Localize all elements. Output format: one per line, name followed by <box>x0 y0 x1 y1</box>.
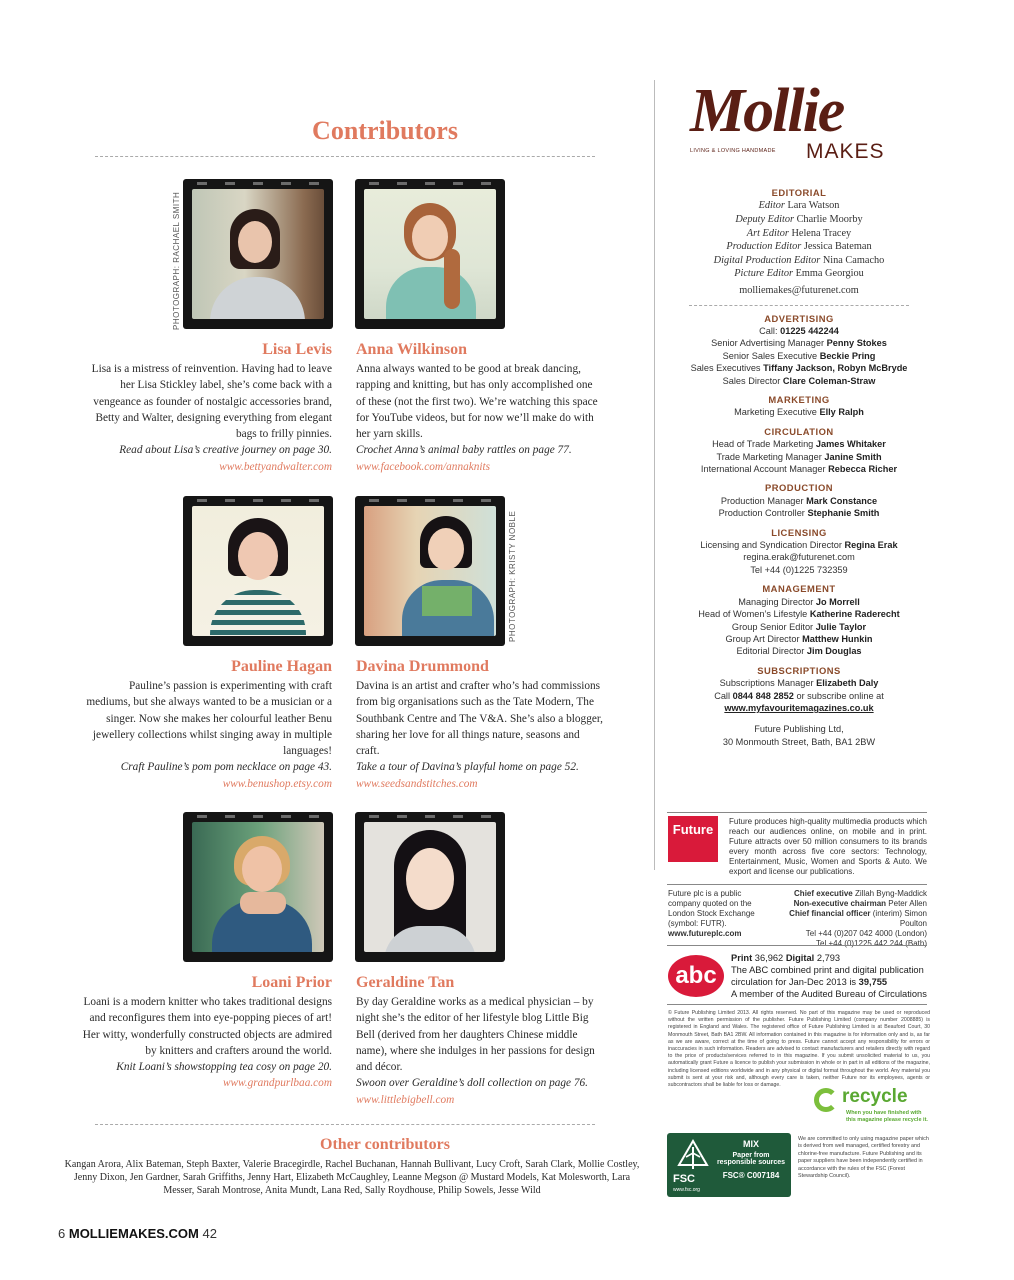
role: Senior Sales Executive <box>722 350 818 361</box>
bio-teaser: Craft Pauline’s pom pom necklace on page 43. <box>120 761 332 774</box>
abc-rule <box>667 1004 927 1005</box>
role: Production Controller <box>718 508 805 519</box>
subscriptions-link[interactable]: www.myfavouritemagazines.co.uk <box>724 702 874 713</box>
person: Regina Erak <box>844 540 898 551</box>
person: Charlie Moorby <box>796 214 863 225</box>
contributor-link[interactable]: www.littlebigbell.com <box>356 1093 455 1106</box>
contributor-link[interactable]: www.benushop.etsy.com <box>222 777 332 790</box>
person: Lara Watson <box>787 200 840 212</box>
recycle-word: recycle <box>842 1086 908 1107</box>
photo-anna-wilkinson <box>355 179 505 329</box>
role: Group Senior Editor <box>731 621 814 632</box>
person: James Whitaker <box>815 439 886 450</box>
other-divider <box>95 1124 595 1125</box>
label: Print <box>731 953 753 963</box>
officer-title: Chief financial officer <box>789 909 871 918</box>
role: Digital Production Editor <box>713 254 821 266</box>
photo-pauline-hagan <box>183 496 333 646</box>
officer-name: (interim) Simon Poulton <box>872 909 927 928</box>
person: Helena Tracey <box>791 227 852 239</box>
future-blurb: Future produces high-quality multimedia products which reach our audiences online, on mobile and in print. Future attracts over 50 million consumers to its brands every month across five core sectors: Technology, Entertainment, Music, Women and Sports & Auto. We export and license our publications. <box>729 817 927 876</box>
contributor-name: Davina Drummond <box>356 658 489 675</box>
person: Beckie Pring <box>819 350 876 361</box>
contributor-name: Geraldine Tan <box>356 974 455 991</box>
role: Deputy Editor <box>735 214 794 225</box>
role: Editorial Director <box>736 646 805 657</box>
fsc-code: FSC® C007184 <box>722 1171 780 1180</box>
officer-title: Chief executive <box>794 889 853 898</box>
person: Katherine Raderecht <box>809 609 900 620</box>
person: Tiffany Jackson, Robyn McBryde <box>763 363 908 374</box>
digital-count: 2,793 <box>816 953 841 963</box>
role: Production Manager <box>720 495 804 506</box>
licensing-heading: LICENSING <box>771 526 827 538</box>
future-rule-3 <box>667 945 927 946</box>
contributor-link[interactable]: www.facebook.com/annaknits <box>356 460 491 473</box>
bio-text: Loani is a modern knitter who takes traditional designs and reconfigures them into eye-popping pieces of art! Her witty, wonderfully constructed objects are admired by knitters and crafters around the world. <box>82 996 332 1057</box>
person: Jim Douglas <box>806 646 862 657</box>
fsc-tree-icon <box>675 1139 711 1171</box>
role: Subscriptions Manager <box>719 678 814 689</box>
abc-line-1: The ABC combined print and digital publication <box>731 965 924 975</box>
other-contributors-list: Kangan Arora, Alix Bateman, Steph Baxter, Valerie Bracegirdle, Rachel Buchanan, Hannah Bullivant, Lucy Croft, Sarah Clark, Mollie Costley, Jenny Dixon, Jen Gardner, Sarah Griffiths, Jenny Hart, Elizabeth McCaughley, Leanne Megson @ Mustard Models, Kat Molesworth, Lara Messer, Sarah Montrose, Anita Mundt, Lana Red, Sally Roydhouse, Philip Sowels, Jesse Wild <box>64 1159 640 1196</box>
bio-text: Pauline’s passion is experimenting with craft mediums, but she always wanted to be a musician or a singer. Now she makes her colourful leather Benu jewellery collections whilst singing away in multiple languages! <box>86 680 332 758</box>
abc-total: 39,755 <box>858 977 888 987</box>
role: Marketing Executive <box>734 407 817 418</box>
future-block-rule <box>667 812 927 813</box>
person: Elizabeth Daly <box>816 678 879 689</box>
role: Group Art Director <box>725 633 800 644</box>
fsc-brand: FSC <box>673 1173 695 1185</box>
recycle-line-1: When you have finished with <box>846 1110 922 1116</box>
officer-name: Zillah Byng-Maddick <box>854 889 927 898</box>
logo-makes: MAKES <box>806 140 885 163</box>
contributor-name: Loani Prior <box>251 974 332 991</box>
person: Nina Camacho <box>822 254 885 266</box>
print-count: 36,962 <box>754 953 784 963</box>
contributor-bio-pauline <box>82 678 332 792</box>
column-divider <box>654 80 655 870</box>
bio-teaser: Take a tour of Davina’s playful home on page 52. <box>356 761 579 774</box>
role: Senior Advertising Manager <box>711 338 825 349</box>
photo-credit-kristy-noble: PHOTOGRAPH: KRISTY NOBLE <box>508 510 517 642</box>
page-footer <box>58 1226 217 1241</box>
subscriptions-heading: SUBSCRIPTIONS <box>757 664 841 676</box>
bio-teaser: Crochet Anna’s animal baby rattles on page 77. <box>356 444 572 457</box>
role: Managing Director <box>738 596 814 607</box>
fsc-text-block <box>715 1139 787 1180</box>
licensing-email[interactable]: regina.erak@futurenet.com <box>743 552 855 563</box>
contributor-name: Pauline Hagan <box>231 658 332 675</box>
contributor-bio-loani <box>82 994 332 1092</box>
editorial-email[interactable]: molliemakes@futurenet.com <box>739 284 859 296</box>
bio-text: By day Geraldine works as a medical physician – by night she’s the editor of her lifestyle blog Little Big Bell (derived from her daughters Chinese middle name), where she indulges in her passions for design and décor. <box>356 996 595 1074</box>
tel-london: Tel +44 (0)207 042 4000 (London) <box>805 929 927 938</box>
contributor-name: Lisa Levis <box>262 341 332 358</box>
page-number-left: 6 <box>58 1226 66 1241</box>
logo-wordmark: Mollie <box>690 77 844 145</box>
masthead-divider <box>689 305 909 306</box>
tel-bath: Tel +44 (0)1225 442 244 (Bath) <box>816 939 927 948</box>
person: Mark Constance <box>806 495 878 506</box>
role: International Account Manager <box>700 464 826 475</box>
role: Head of Women’s Lifestyle <box>698 609 808 620</box>
contributor-bio-anna <box>356 361 604 475</box>
abc-logo: abc <box>668 955 724 997</box>
recycle-icon <box>814 1088 838 1112</box>
label: or subscribe online at <box>796 690 884 701</box>
person: Jessica Bateman <box>803 241 872 253</box>
officer-name: Peter Allen <box>888 899 927 908</box>
contributor-bio-geraldine <box>356 994 604 1108</box>
role: Sales Director <box>722 375 781 386</box>
production-heading: PRODUCTION <box>764 482 834 494</box>
recycle-text <box>846 1110 928 1124</box>
person: Janine Smith <box>824 451 882 462</box>
contributor-link[interactable]: www.bettyandwalter.com <box>219 460 332 473</box>
editorial-list <box>664 199 934 297</box>
bio-teaser: Read about Lisa’s creative journey on page 30. <box>119 444 332 457</box>
recycle-line-2: this magazine please recycle it. <box>846 1117 928 1123</box>
fsc-statement: We are committed to only using magazine paper which is derived from well managed, certified forestry and chlorine-free manufacture. Future Publishing and its paper suppliers have been independently certified in accordance with the rules of the FSC (Forest Stewardship Council). <box>798 1136 929 1180</box>
abc-text <box>731 952 931 1000</box>
role: Head of Trade Marketing <box>712 439 814 450</box>
page-number-right: 42 <box>202 1226 217 1241</box>
fsc-site: www.fsc.org <box>673 1187 700 1193</box>
licensing-tel: Tel +44 (0)1225 732359 <box>750 564 848 575</box>
person: Clare Coleman-Straw <box>782 375 876 386</box>
fsc-mix: MIX <box>742 1139 759 1149</box>
abc-line-3: A member of the Audited Bureau of Circulations <box>731 989 927 999</box>
person: Jo Morrell <box>815 596 860 607</box>
photo-geraldine-tan <box>355 812 505 962</box>
future-rule-2 <box>667 884 927 885</box>
logo-tagline: LIVING & LOVING HANDMADE <box>690 148 776 154</box>
mollie-makes-logo <box>690 76 920 171</box>
recycle-badge <box>812 1084 930 1130</box>
phone: 0844 848 2852 <box>732 690 794 701</box>
circulation-heading: CIRCULATION <box>764 425 834 437</box>
label: Digital <box>785 953 815 963</box>
abc-line-2: circulation for Jan-Dec 2013 is <box>731 977 857 987</box>
label: Call: <box>759 325 778 336</box>
person: Elly Ralph <box>819 407 864 418</box>
person: Julie Taylor <box>815 621 867 632</box>
fsc-paper-1: Paper from <box>732 1152 770 1159</box>
future-logo: Future <box>668 816 718 862</box>
editorial-heading: EDITORIAL <box>771 187 827 198</box>
masthead <box>664 180 934 748</box>
photo-loani-prior <box>183 812 333 962</box>
title-divider <box>95 156 595 157</box>
future-officers <box>762 889 927 949</box>
other-contributors-heading: Other contributors <box>320 1136 450 1153</box>
plc-text: Future plc is a public company quoted on the London Stock Exchange (symbol: FUTR). <box>668 889 755 928</box>
management-heading: MANAGEMENT <box>762 583 836 595</box>
bio-text: Lisa is a mistress of reinvention. Having had to leave her Lisa Stickley label, she’s come back with a vengeance as founder of nostalgic accessories brand, Betty and Walter, designing everything from elegant bags to frilly pinnies. <box>91 363 332 441</box>
officer-title: Non-executive chairman <box>793 899 887 908</box>
fsc-paper-2: responsible sources <box>716 1159 786 1166</box>
fsc-badge <box>667 1133 791 1197</box>
contributor-name: Anna Wilkinson <box>356 341 468 358</box>
contributor-bio-davina <box>356 678 604 792</box>
address-line-1: Future Publishing Ltd, <box>754 724 844 735</box>
role: Editor <box>758 200 785 212</box>
photo-davina-drummond <box>355 496 505 646</box>
contributor-link[interactable]: www.seedsandstitches.com <box>356 777 478 790</box>
phone: 01225 442244 <box>780 325 839 336</box>
bio-text: Anna always wanted to be good at break dancing, rapping and knitting, but has only accomplished one of these (not the first two). We’re watching this space for YouTube videos, but for now we’ll make do with her yarn skills. <box>356 363 598 441</box>
label: Call <box>714 690 731 701</box>
person: Penny Stokes <box>826 338 887 349</box>
advertising-heading: ADVERTISING <box>764 312 834 324</box>
person: Stephanie Smith <box>807 508 880 519</box>
photo-credit-rachael-smith: PHOTOGRAPH: RACHAEL SMITH <box>172 191 181 330</box>
contributor-link[interactable]: www.grandpurlbaa.com <box>222 1077 332 1090</box>
bio-teaser: Knit Loani’s showstopping tea cosy on page 20. <box>116 1061 332 1074</box>
role: Art Editor <box>746 227 789 239</box>
photo-lisa-levis <box>183 179 333 329</box>
role: Picture Editor <box>734 268 794 280</box>
bio-text: Davina is an artist and crafter who’s had commissions from big organisations such as the Tate Modern, The Southbank Centre and The V&A. She’s also a blogger, sharing her love for all things nature, seasons and craft. <box>356 680 603 758</box>
role: Licensing and Syndication Director <box>700 540 842 551</box>
footer-site[interactable]: MOLLIEMAKES.COM <box>68 1226 199 1241</box>
person: Emma Georgiou <box>795 268 864 280</box>
person: Matthew Hunkin <box>802 633 873 644</box>
future-site-link[interactable]: www.futureplc.com <box>668 929 742 938</box>
future-plc <box>668 889 760 939</box>
role: Trade Marketing Manager <box>716 451 822 462</box>
role: Production Editor <box>726 241 802 253</box>
bio-teaser: Swoon over Geraldine’s doll collection on page 76. <box>356 1077 588 1090</box>
page-title: Contributors <box>312 116 458 145</box>
marketing-heading: MARKETING <box>768 394 830 405</box>
person: Rebecca Richer <box>828 464 898 475</box>
role: Sales Executives <box>690 363 761 374</box>
legal-notice: © Future Publishing Limited 2013. All rights reserved. No part of this magazine may be used or reproduced without the written permission of the publisher. Future Publishing Limited (company number 2008885) is registered in England and Wales. The registered office of Future Publishing Limited is at Beauford Court, 30 Monmouth Street, Bath BA1 2BW. All information contained in this magazine is for information only and is, as far as we are aware, correct at the time of going to press. Future cannot accept any responsibility for errors or inaccuracies in such information. Readers are advised to contact manufacturers and retailers directly with regard to the price of products/services referred to in this magazine. If you submit unsolicited material to us, you automatically grant Future a licence to publish your submission in whole or in part in all editions of the magazine, including licensed editions worldwide and in any physical or digital format throughout the world. Any material you submit is sent at your risk and, although every care is taken, neither Future nor its employees, agents or subcontractors shall be liable for loss or damage. <box>668 1010 930 1089</box>
contributor-bio-lisa <box>82 361 332 475</box>
address-line-2: 30 Monmouth Street, Bath, BA1 2BW <box>722 736 876 747</box>
